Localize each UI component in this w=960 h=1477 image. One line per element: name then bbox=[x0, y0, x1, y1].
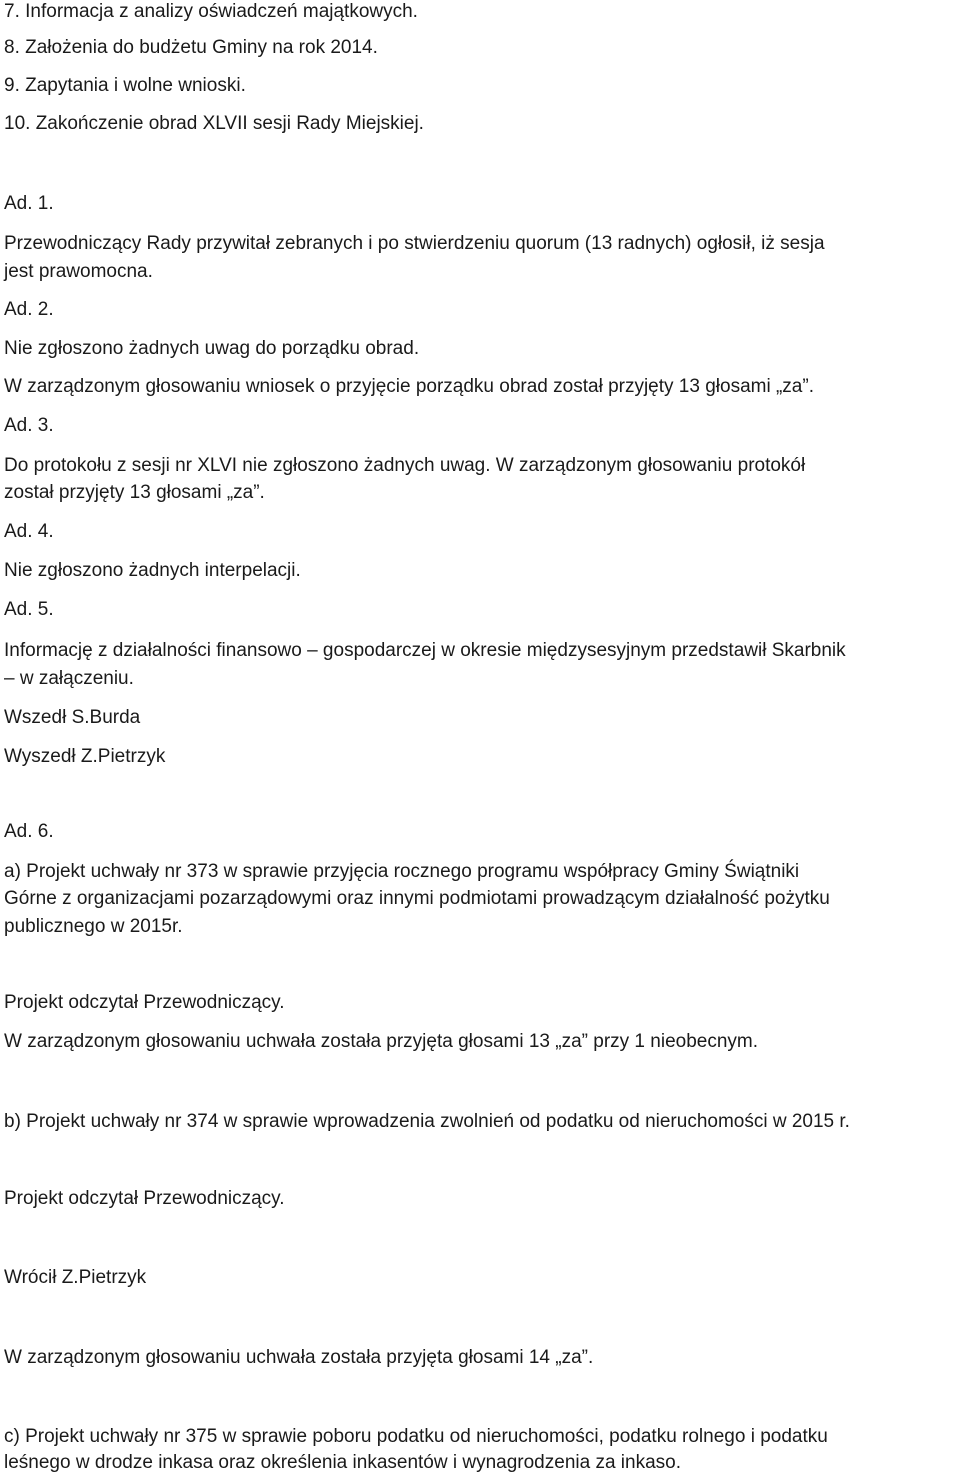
ad6-b-title: b) Projekt uchwały nr 374 w sprawie wprowadzenia zwolnień od podatku od nieruchomości w 2015 r. bbox=[4, 1111, 850, 1132]
ad3-text-line2: został przyjęty 13 głosami „za”. bbox=[4, 482, 265, 503]
ad6-c-line1: c) Projekt uchwały nr 375 w sprawie poboru podatku od nieruchomości, podatku rolnego i podatku bbox=[4, 1426, 828, 1447]
ad5-left: Wyszedł Z.Pietrzyk bbox=[4, 746, 166, 767]
ad2-vote: W zarządzonym głosowaniu wniosek o przyjęcie porządku obrad został przyjęty 13 głosami „za”. bbox=[4, 376, 814, 397]
ad6-a-line2: Górne z organizacjami pozarządowymi oraz innymi podmiotami prowadzącym działalność pożytku bbox=[4, 888, 830, 909]
ad5-heading: Ad. 5. bbox=[4, 599, 54, 620]
agenda-item-10: 10. Zakończenie obrad XLVII sesji Rady Miejskiej. bbox=[4, 113, 424, 134]
ad6-a-read: Projekt odczytał Przewodniczący. bbox=[4, 992, 285, 1013]
agenda-item-7: 7. Informacja z analizy oświadczeń majątkowych. bbox=[4, 1, 418, 22]
agenda-item-9: 9. Zapytania i wolne wnioski. bbox=[4, 75, 246, 96]
ad3-text-line1: Do protokołu z sesji nr XLVI nie zgłoszono żadnych uwag. W zarządzonym głosowaniu protokół bbox=[4, 455, 806, 476]
ad6-b-vote: W zarządzonym głosowaniu uchwała została przyjęta głosami 14 „za”. bbox=[4, 1347, 594, 1368]
ad4-heading: Ad. 4. bbox=[4, 521, 54, 542]
ad6-a-line3: publicznego w 2015r. bbox=[4, 916, 183, 937]
ad1-text-line2: jest prawomocna. bbox=[4, 261, 153, 282]
ad6-b-returned: Wrócił Z.Pietrzyk bbox=[4, 1267, 147, 1288]
ad6-a-vote: W zarządzonym głosowaniu uchwała została przyjęta głosami 13 „za” przy 1 nieobecnym. bbox=[4, 1031, 759, 1052]
ad1-text-line1: Przewodniczący Rady przywitał zebranych i po stwierdzeniu quorum (13 radnych) ogłosił, iż sesja bbox=[4, 233, 825, 254]
ad3-heading: Ad. 3. bbox=[4, 415, 54, 436]
ad1-heading: Ad. 1. bbox=[4, 193, 54, 214]
ad5-entered: Wszedł S.Burda bbox=[4, 707, 141, 728]
ad2-heading: Ad. 2. bbox=[4, 299, 54, 320]
ad6-c-line2: leśnego w drodze inkasa oraz określenia inkasentów i wynagrodzenia za inkaso. bbox=[4, 1452, 681, 1473]
agenda-item-8: 8. Założenia do budżetu Gminy na rok 2014. bbox=[4, 37, 378, 58]
ad6-heading: Ad. 6. bbox=[4, 821, 54, 842]
ad6-a-line1: a) Projekt uchwały nr 373 w sprawie przyjęcia rocznego programu współpracy Gminy Świątniki bbox=[4, 861, 800, 882]
ad5-text-line2: – w załączeniu. bbox=[4, 668, 134, 689]
ad2-text: Nie zgłoszono żadnych uwag do porządku obrad. bbox=[4, 338, 420, 359]
ad5-text-line1: Informację z działalności finansowo – gospodarczej w okresie międzysesyjnym przedstawił Skarbnik bbox=[4, 640, 846, 661]
ad6-b-read: Projekt odczytał Przewodniczący. bbox=[4, 1188, 285, 1209]
ad4-text: Nie zgłoszono żadnych interpelacji. bbox=[4, 560, 301, 581]
